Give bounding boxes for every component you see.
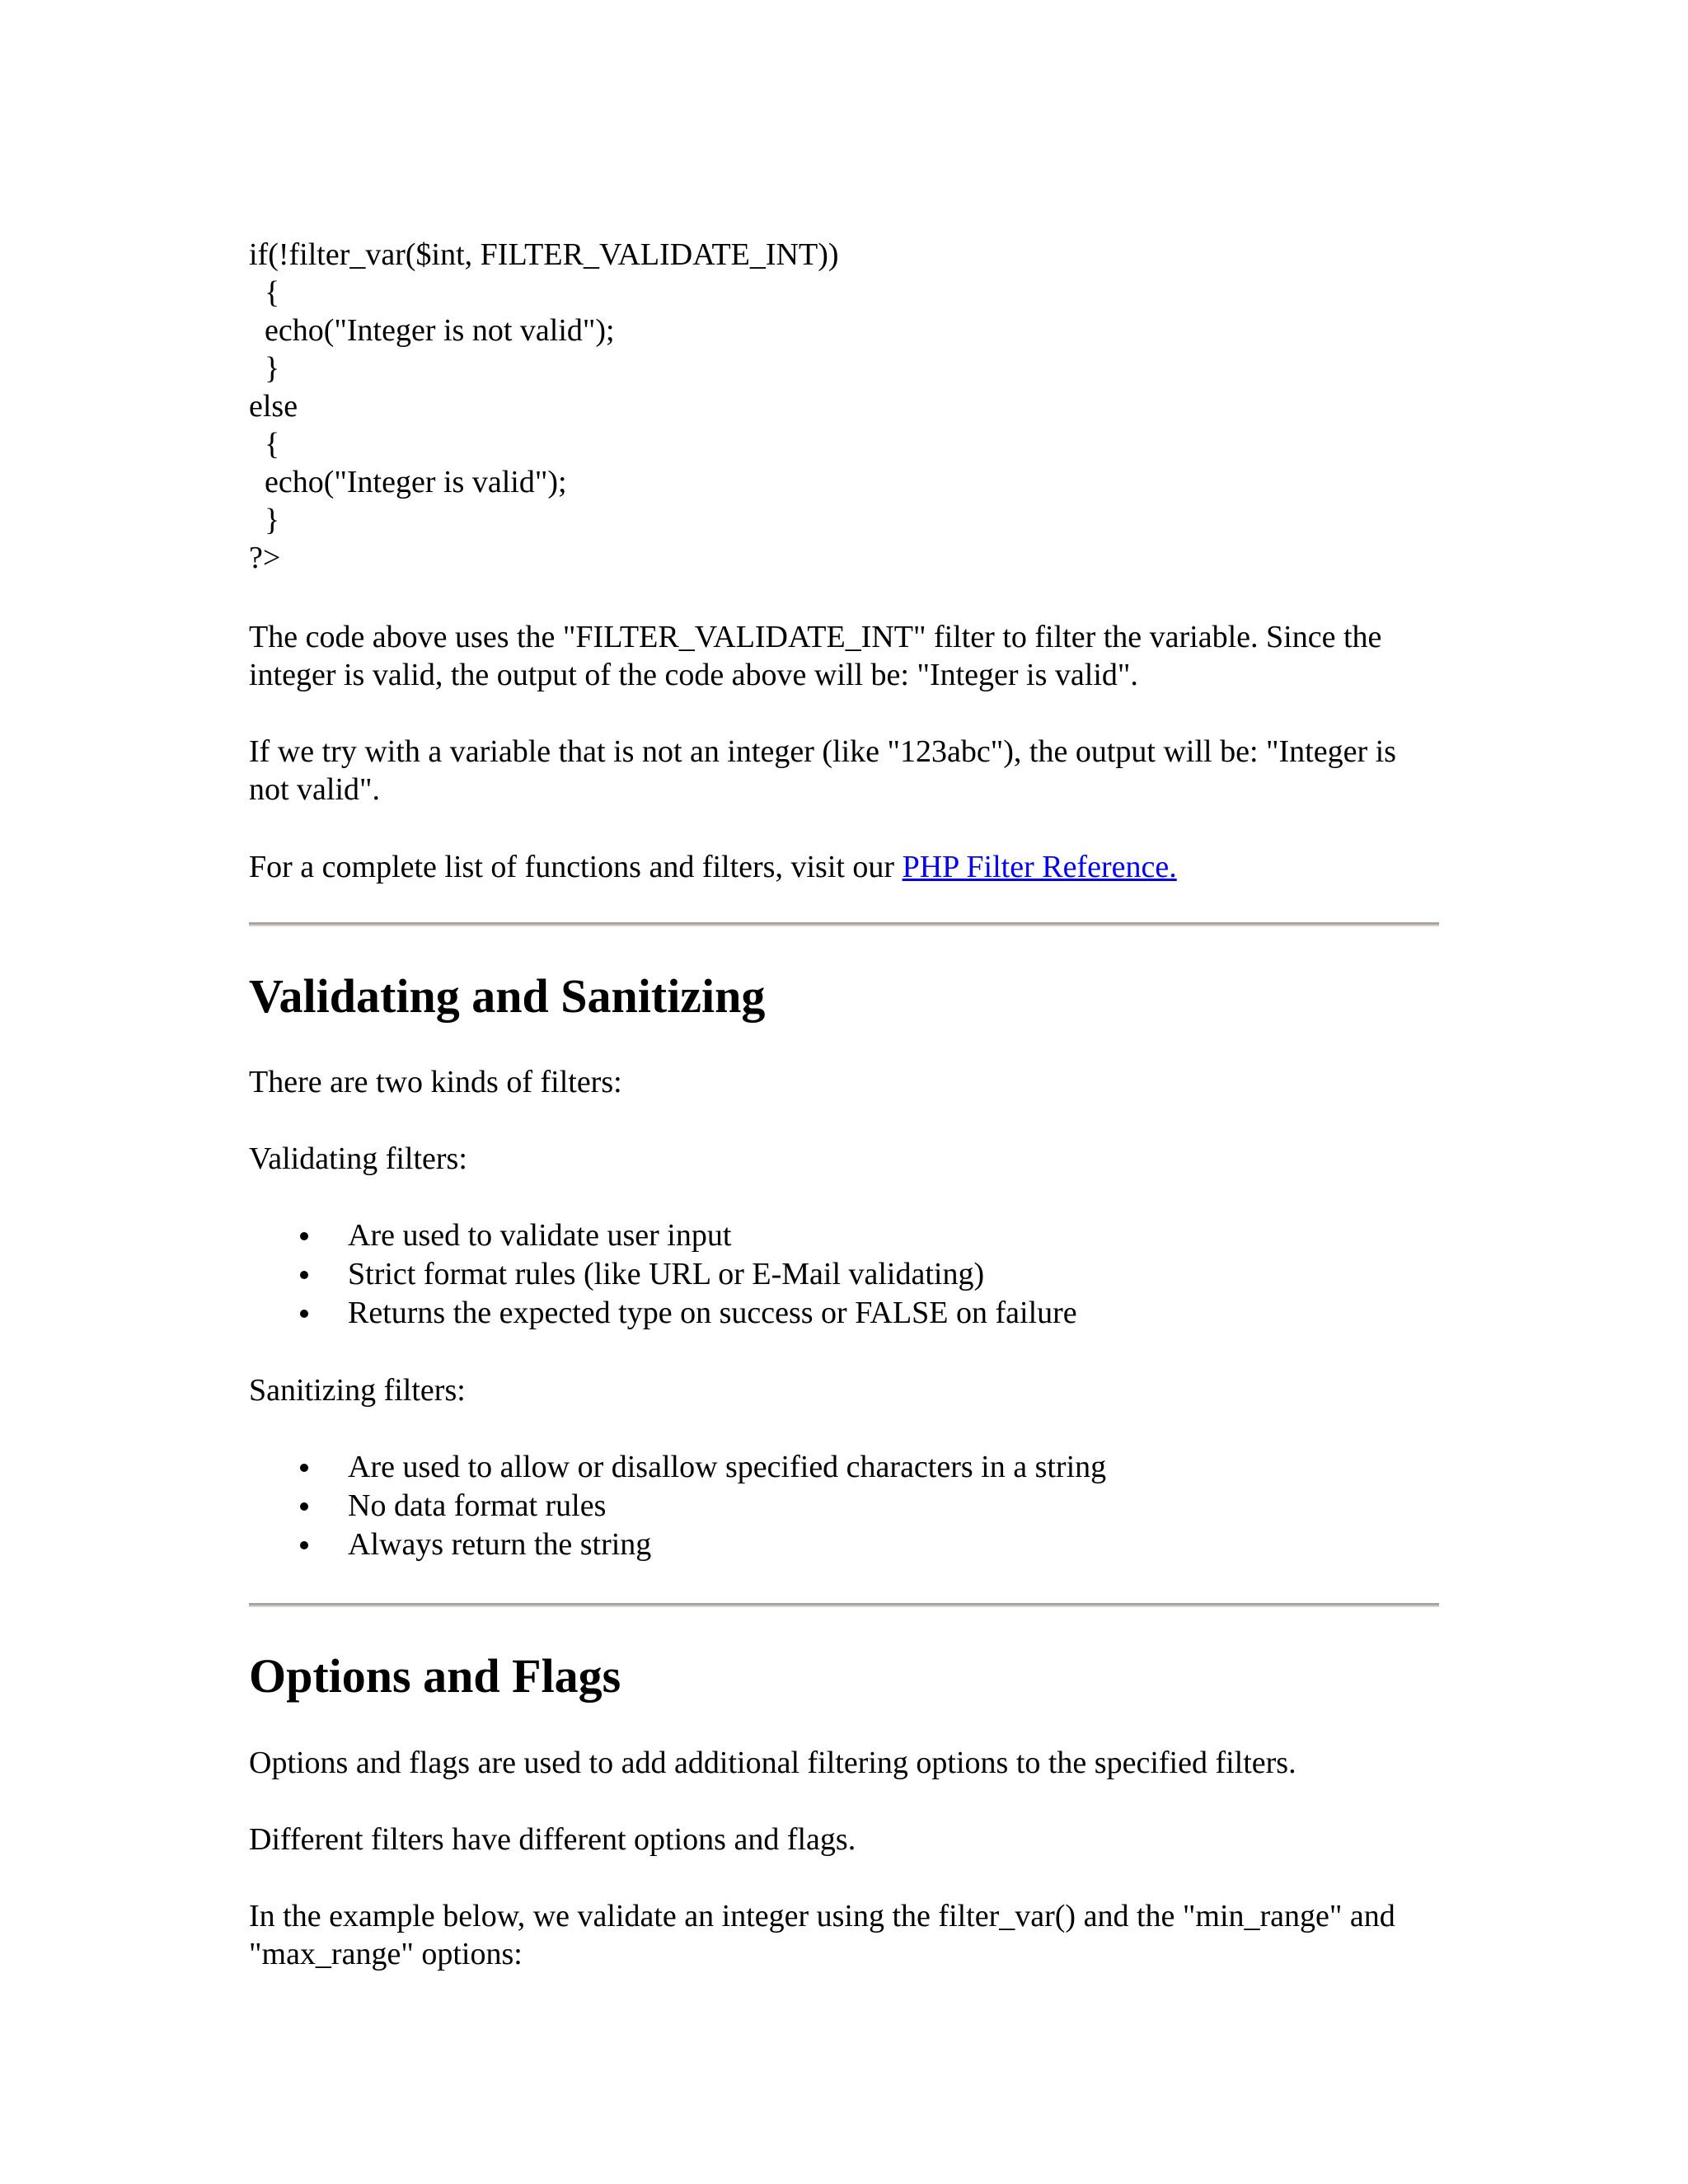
bullet-icon bbox=[300, 1232, 308, 1240]
reference-text: For a complete list of functions and filters, visit our bbox=[249, 850, 903, 884]
horizontal-divider bbox=[249, 1603, 1439, 1607]
paragraph-options-intro: Options and flags are used to add additional filtering options to the specified filters. bbox=[249, 1746, 1296, 1780]
list-item: Are used to validate user input bbox=[249, 1216, 1439, 1255]
bullet-icon bbox=[300, 1541, 308, 1549]
label-sanitizing-filters: Sanitizing filters: bbox=[249, 1373, 466, 1408]
paragraph-reference bbox=[249, 848, 1439, 886]
paragraph-example-intro: In the example below, we validate an integer using the filter_var() and the "min_range" and "max_range" options: bbox=[249, 1899, 1395, 1971]
paragraph-different-filters: Different filters have different options and flags. bbox=[249, 1822, 856, 1857]
bullet-icon bbox=[300, 1310, 308, 1318]
php-code-block: if(!filter_var($int, FILTER_VALIDATE_INT)) { echo("Integer is not valid"); } else { echo("Integer is valid"); } ?> bbox=[249, 237, 839, 575]
paragraph-invalid-example: If we try with a variable that is not an integer (like "123abc"), the output will be: "Integer is not valid". bbox=[249, 734, 1396, 807]
paragraph-filter-explanation: The code above uses the "FILTER_VALIDATE_INT" filter to filter the variable. Since the integer is valid, the output of the code above will be: "Integer is valid". bbox=[249, 620, 1382, 692]
bullet-icon bbox=[300, 1502, 308, 1511]
list-item: Always return the string bbox=[249, 1526, 1439, 1564]
sanitizing-filters-list bbox=[249, 1448, 1439, 1564]
heading-validating-sanitizing: Validating and Sanitizing bbox=[249, 969, 766, 1023]
list-item: Returns the expected type on success or FALSE on failure bbox=[249, 1294, 1439, 1333]
list-item: No data format rules bbox=[249, 1487, 1439, 1526]
validating-filters-list bbox=[249, 1216, 1439, 1333]
list-item: Strict format rules (like URL or E-Mail validating) bbox=[249, 1255, 1439, 1294]
horizontal-divider bbox=[249, 922, 1439, 926]
php-filter-reference-link[interactable]: PHP Filter Reference. bbox=[902, 850, 1177, 884]
list-item: Are used to allow or disallow specified characters in a string bbox=[249, 1448, 1439, 1487]
heading-options-flags: Options and Flags bbox=[249, 1649, 621, 1703]
bullet-icon bbox=[300, 1464, 308, 1472]
label-validating-filters: Validating filters: bbox=[249, 1141, 467, 1176]
paragraph-two-kinds: There are two kinds of filters: bbox=[249, 1065, 622, 1099]
bullet-icon bbox=[300, 1271, 308, 1279]
